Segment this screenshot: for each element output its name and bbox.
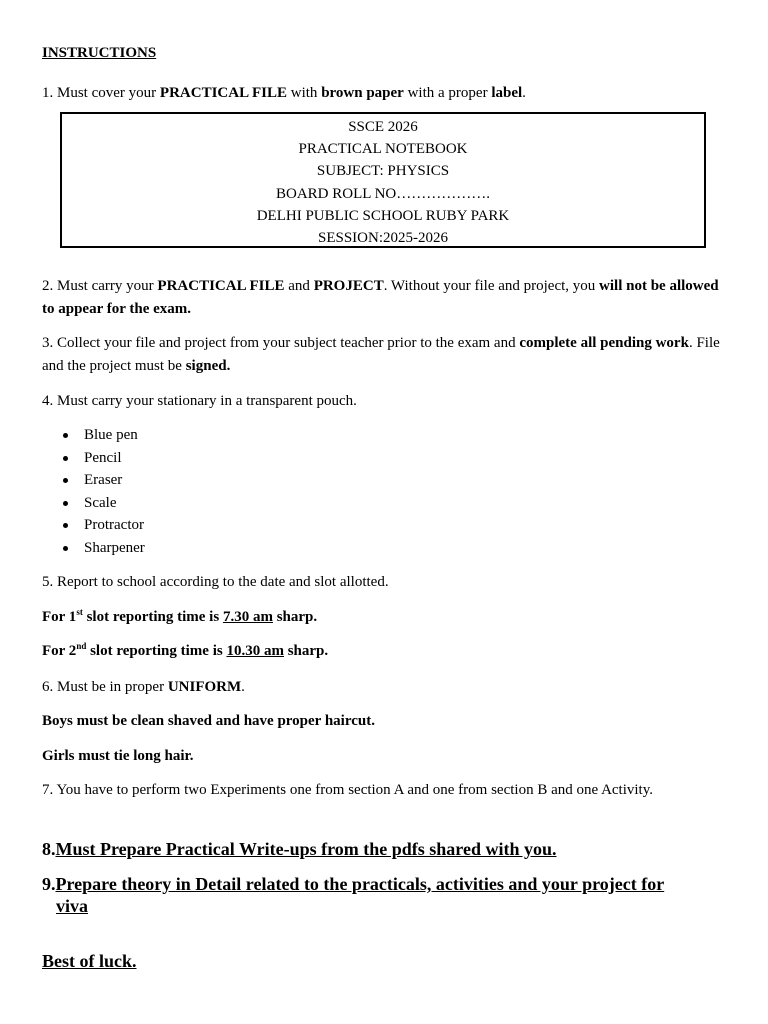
- instruction-9-text: Prepare theory in Detail related to the practicals, activities and your project for viva: [55, 874, 665, 916]
- slot-1-sup: st: [76, 607, 83, 617]
- instruction-3: [42, 332, 728, 378]
- instruction-2-bold-file: PRACTICAL FILE: [157, 278, 285, 294]
- instruction-2: [42, 275, 728, 321]
- instruction-3-text: 3. Collect your file and project from your subject teacher prior to the exam and: [42, 335, 520, 351]
- list-item: Eraser: [42, 469, 145, 492]
- label-line: SUBJECT: PHYSICS: [316, 163, 450, 180]
- instruction-1-text-2: with: [287, 85, 322, 101]
- list-item: Blue pen: [42, 424, 145, 447]
- instruction-9-number: 9.: [42, 874, 56, 894]
- instruction-3-bold-pending: complete all pending work: [519, 335, 689, 351]
- instruction-1-text-4: .: [522, 85, 526, 101]
- list-item: Scale: [42, 492, 145, 515]
- instruction-1-text-3: with a proper: [403, 85, 492, 101]
- label-line: SSCE 2026: [348, 119, 418, 135]
- instruction-2-text-2: and: [284, 278, 314, 294]
- instruction-8-text: Must Prepare Practical Write-ups from the pdfs shared with you.: [55, 839, 557, 859]
- closing-text: Best of luck.: [42, 951, 137, 971]
- label-line: SESSION:2025-2026: [317, 230, 448, 247]
- instruction-2-bold-project: PROJECT: [313, 278, 384, 294]
- slot-2-time: 10.30 am: [226, 643, 284, 659]
- instruction-1: [42, 82, 728, 105]
- instruction-2-text: 2. Must carry your: [42, 278, 158, 294]
- instruction-3-bold-signed: signed.: [185, 358, 231, 374]
- slot-2-sup: nd: [76, 641, 87, 651]
- list-item: Pencil: [42, 447, 145, 470]
- closing-message: [42, 950, 728, 972]
- label-line: BOARD ROLL NO……………….: [275, 185, 491, 202]
- stationery-list: [42, 424, 145, 560]
- page-heading: INSTRUCTIONS: [42, 45, 157, 61]
- list-item: Sharpener: [42, 537, 145, 560]
- slot-2-reporting-time: [42, 640, 728, 663]
- instruction-4: 4. Must carry your stationary in a transparent pouch.: [42, 393, 357, 409]
- slot-1-pre: For 1: [42, 609, 77, 625]
- instruction-8-number: 8.: [42, 839, 56, 859]
- instruction-1-bold-file: PRACTICAL FILE: [159, 85, 288, 101]
- slot-2-post: sharp.: [283, 643, 329, 659]
- instruction-6-bold-uniform: UNIFORM: [167, 679, 242, 695]
- slot-1-post: sharp.: [272, 609, 318, 625]
- instruction-7: 7. You have to perform two Experiments one from section A and one from section B and one Activity.: [42, 782, 654, 798]
- instruction-2-text-3: . Without your file and project, you: [383, 278, 600, 294]
- slot-2-mid: slot reporting time is: [86, 643, 227, 659]
- label-line: DELHI PUBLIC SCHOOL RUBY PARK: [256, 207, 510, 224]
- instruction-3-text-2: . File and the project must be: [42, 335, 720, 374]
- boys-rule: Boys must be clean shaved and have proper haircut.: [42, 713, 375, 729]
- instruction-2-bold-warning: will not be allowed to appear for the exam.: [42, 278, 719, 317]
- slot-1-time: 7.30 am: [222, 609, 273, 625]
- label-line: PRACTICAL NOTEBOOK: [298, 141, 468, 158]
- instruction-1-bold-label: label: [491, 85, 523, 101]
- instruction-5: 5. Report to school according to the date and slot allotted.: [42, 574, 389, 590]
- instruction-6-text-2: .: [241, 679, 245, 695]
- slot-1-reporting-time: [42, 606, 728, 629]
- list-item: Protractor: [42, 514, 145, 537]
- instruction-6: [42, 676, 728, 699]
- slot-2-pre: For 2: [42, 643, 77, 659]
- girls-rule: Girls must tie long hair.: [42, 748, 194, 764]
- instruction-8: [42, 838, 728, 860]
- instruction-1-text: 1. Must cover your: [42, 85, 160, 101]
- instruction-1-bold-paper: brown paper: [321, 85, 404, 101]
- instruction-6-text: 6. Must be in proper: [42, 679, 168, 695]
- label-sample-box: [60, 112, 706, 248]
- instruction-9: [42, 873, 678, 917]
- slot-1-mid: slot reporting time is: [82, 609, 223, 625]
